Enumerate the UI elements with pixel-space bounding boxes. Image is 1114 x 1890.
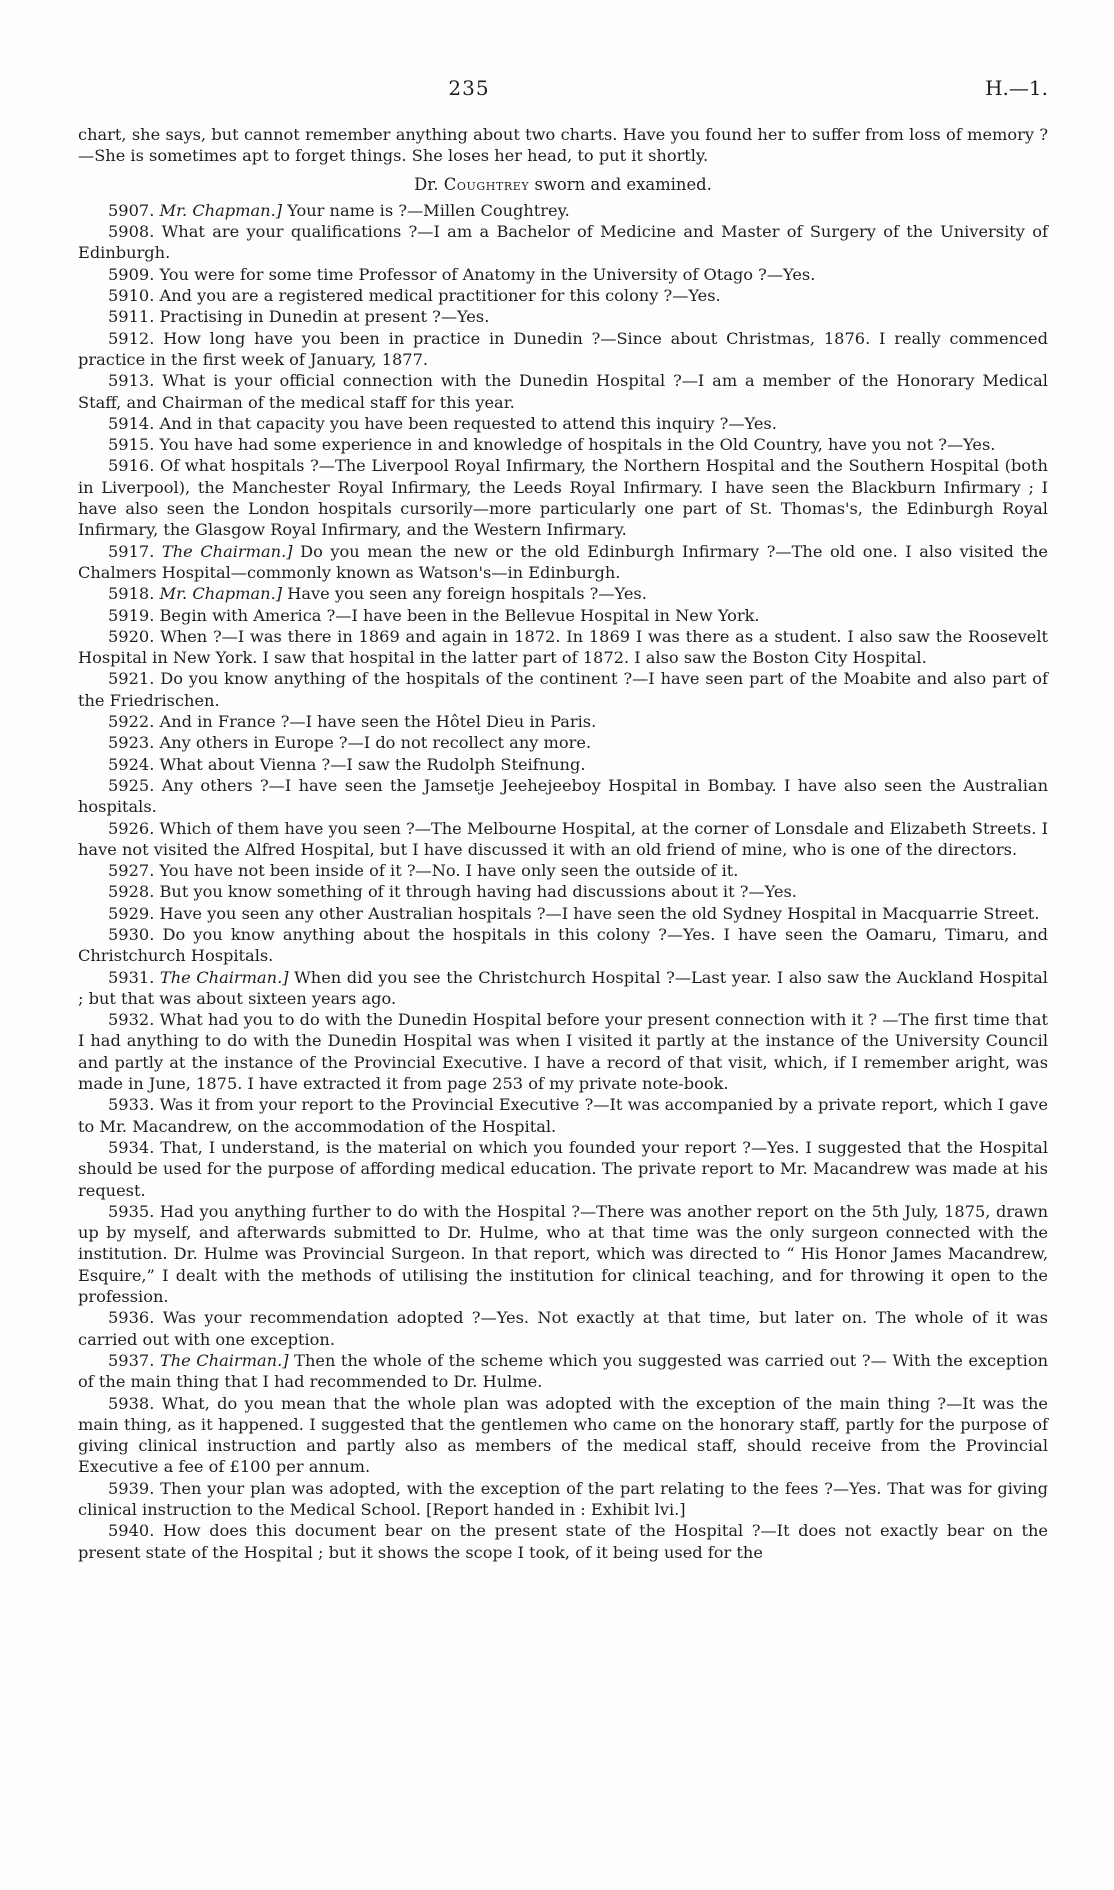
carryover-paragraph: chart, she says, but cannot remember anything about two charts. Have you found her to suffer from loss of memory ?—She is sometimes apt to forget things. She loses her head, to put it shortly. [78, 125, 1048, 166]
witness-heading-prefix: Dr. [414, 174, 444, 194]
qa-speaker: Mr. Chapman.] [159, 200, 283, 220]
qa-paragraph [78, 455, 1048, 540]
qa-paragraph [78, 541, 1048, 584]
page-number: 235 [448, 76, 490, 100]
qa-number: 5931. [108, 967, 155, 987]
qa-number: 5912. [108, 328, 155, 348]
document-reference: H.—1. [985, 76, 1048, 100]
qa-number: 5926. [108, 818, 155, 838]
qa-text: And you are a registered medical practitioner for this colony ?—Yes. [159, 286, 721, 306]
qa-number: 5923. [108, 733, 155, 753]
qa-text: Your name is ?—Millen Coughtrey. [287, 200, 570, 220]
qa-paragraph [78, 200, 1048, 221]
qa-number: 5914. [108, 413, 155, 433]
qa-text: How long have you been in practice in Dunedin ?—Since about Christmas, 1876. I really commenced practice in the first week of January, 1877. [78, 328, 1048, 369]
qa-paragraph [78, 732, 1048, 753]
qa-number: 5915. [108, 435, 155, 455]
qa-paragraph [78, 264, 1048, 285]
qa-number: 5909. [108, 264, 155, 284]
qa-text: What had you to do with the Dunedin Hospital before your present connection with it ? —The first time that I had anything to do with the Dunedin Hospital was when I visited it partly at the instance of the University Council and partly at the instance of the Provincial Executive. I have a record of that visit, which, if I remember aright, was made in June, 1875. I have extracted it from page 253 of my private note-book. [78, 1010, 1048, 1094]
qa-paragraph [78, 1094, 1048, 1137]
qa-text: Do you know anything about the hospitals in this colony ?—Yes. I have seen the Oamaru, Timaru, and Christchurch Hospitals. [78, 924, 1048, 966]
qa-speaker: Mr. Chapman.] [159, 584, 283, 604]
qa-number: 5907. [108, 200, 155, 220]
qa-paragraph [78, 1307, 1048, 1350]
testimony-body [78, 200, 1048, 1563]
qa-text: Then the whole of the scheme which you suggested was carried out ?— With the exception of the main thing that I had recommended to Dr. Hulme. [78, 1350, 1048, 1392]
qa-text: Any others in Europe ?—I do not recollect any more. [159, 733, 592, 753]
qa-paragraph [78, 370, 1048, 413]
qa-number: 5927. [108, 861, 155, 881]
witness-heading [78, 174, 1048, 195]
qa-paragraph [78, 711, 1048, 732]
qa-paragraph [78, 860, 1048, 881]
qa-text: What are your qualifications ?—I am a Bachelor of Medicine and Master of Surgery of the University of Edinburgh. [78, 222, 1048, 263]
qa-paragraph [78, 903, 1048, 924]
qa-number: 5916. [108, 456, 155, 476]
qa-text: Which of them have you seen ?—The Melbourne Hospital, at the corner of Lonsdale and Elizabeth Streets. I have not visited the Alfred Hospital, but I have discussed it with an old friend of mine, who is one of the directors. [78, 818, 1048, 859]
qa-text: What about Vienna ?—I saw the Rudolph Steifnung. [159, 754, 586, 774]
qa-paragraph [78, 668, 1048, 711]
qa-text: But you know something of it through having had discussions about it ?—Yes. [159, 882, 797, 902]
qa-text: Have you seen any foreign hospitals ?—Yes. [287, 584, 647, 604]
qa-text: What is your official connection with the Dunedin Hospital ?—I am a member of the Honorary Medical Staff, and Chairman of the medical staff for this year. [78, 371, 1048, 412]
qa-text: Practising in Dunedin at present ?—Yes. [159, 307, 490, 327]
qa-number: 5917. [108, 541, 155, 561]
qa-paragraph [78, 924, 1048, 967]
qa-paragraph [78, 328, 1048, 371]
qa-text: What, do you mean that the whole plan was adopted with the exception of the main thing ?—It was the main thing, as it happened. I suggested that the gentlemen who came on the honorary staff, partly for the purpose of giving clinical instruction and partly also as members of the medical staff, should receive from the Provincial Executive a fee of £100 per annum. [78, 1393, 1048, 1477]
qa-paragraph [78, 1520, 1048, 1563]
qa-number: 5910. [108, 286, 155, 306]
qa-number: 5940. [108, 1521, 155, 1541]
qa-number: 5933. [108, 1095, 155, 1115]
qa-text: Do you mean the new or the old Edinburgh Infirmary ?—The old one. I also visited the Chalmers Hospital—commonly known as Watson's—in Edinburgh. [78, 541, 1048, 582]
qa-paragraph [78, 1393, 1048, 1478]
qa-number: 5908. [108, 222, 155, 242]
qa-text: You were for some time Professor of Anatomy in the University of Otago ?—Yes. [159, 264, 816, 284]
qa-number: 5919. [108, 605, 155, 625]
qa-number: 5925. [108, 775, 155, 795]
qa-paragraph [78, 221, 1048, 264]
page-header [78, 76, 1048, 102]
qa-paragraph [78, 1478, 1048, 1521]
qa-text: Do you know anything of the hospitals of the continent ?—I have seen part of the Moabite and also part of the Friedrischen. [78, 669, 1048, 710]
qa-text: How does this document bear on the present state of the Hospital ?—It does not exactly bear on the present state of the Hospital ; but it shows the scope I took, of it being used for the [78, 1521, 1048, 1562]
qa-text: Then your plan was adopted, with the exception of the part relating to the fees ?—Yes. That was for giving clinical instruction to the Medical School. [Report handed in : Exhibit lvi.] [78, 1478, 1048, 1519]
qa-text: And in that capacity you have been requested to attend this inquiry ?—Yes. [159, 413, 777, 433]
qa-paragraph [78, 881, 1048, 902]
qa-number: 5922. [108, 712, 155, 732]
qa-number: 5920. [108, 626, 155, 646]
qa-number: 5921. [108, 669, 155, 689]
qa-text: Any others ?—I have seen the Jamsetje Jeehejeeboy Hospital in Bombay. I have also seen the Australian hospitals. [78, 775, 1048, 817]
qa-number: 5924. [108, 754, 155, 774]
qa-paragraph [78, 754, 1048, 775]
qa-paragraph [78, 1350, 1048, 1393]
qa-paragraph [78, 434, 1048, 455]
qa-number: 5930. [108, 924, 155, 944]
qa-paragraph [78, 1201, 1048, 1307]
qa-number: 5932. [108, 1010, 155, 1030]
qa-number: 5928. [108, 882, 155, 902]
qa-text: You have not been inside of it ?—No. I have only seen the outside of it. [159, 861, 739, 881]
witness-name: Coughtrey [443, 174, 530, 194]
qa-text: Was it from your report to the Provincial Executive ?—It was accompanied by a private report, which I gave to Mr. Macandrew, on the accommodation of the Hospital. [78, 1095, 1048, 1136]
qa-text: When did you see the Christchurch Hospital ?—Last year. I also saw the Auckland Hospital ; but that was about sixteen years ago. [78, 967, 1048, 1008]
qa-paragraph [78, 1137, 1048, 1201]
qa-paragraph [78, 1009, 1048, 1094]
qa-paragraph [78, 306, 1048, 327]
qa-text: And in France ?—I have seen the Hôtel Dieu in Paris. [159, 712, 597, 732]
qa-number: 5938. [108, 1393, 155, 1413]
qa-paragraph [78, 605, 1048, 626]
qa-number: 5929. [108, 903, 155, 923]
qa-paragraph [78, 285, 1048, 306]
qa-text: Of what hospitals ?—The Liverpool Royal Infirmary, the Northern Hospital and the Southern Hospital (both in Liverpool), the Manchester Royal Infirmary, the Leeds Royal Infirmary. I have seen the Blackburn Infirmary ; I have also seen the London hospitals cursorily—more particularly one part of St. Thomas's, the Edinburgh Royal Infirmary, the Glasgow Royal Infirmary, and the Western Infirmary. [78, 456, 1048, 540]
qa-text: Have you seen any other Australian hospitals ?—I have seen the old Sydney Hospital in Macquarrie Street. [159, 903, 1040, 923]
qa-number: 5937. [108, 1350, 155, 1370]
qa-speaker: The Chairman.] [159, 1350, 289, 1370]
qa-number: 5918. [108, 584, 155, 604]
qa-paragraph [78, 413, 1048, 434]
qa-text: That, I understand, is the material on which you founded your report ?—Yes. I suggested that the Hospital should be used for the purpose of affording medical education. The private report to Mr. Macandrew was made at his request. [78, 1137, 1048, 1200]
qa-text: Was your recommendation adopted ?—Yes. Not exactly at that time, but later on. The whole of it was carried out with one exception. [78, 1308, 1048, 1349]
qa-text: You have had some experience in and knowledge of hospitals in the Old Country, have you not ?—Yes. [159, 435, 996, 455]
qa-number: 5913. [108, 371, 155, 391]
qa-text: When ?—I was there in 1869 and again in 1872. In 1869 I was there as a student. I also saw the Roosevelt Hospital in New York. I saw that hospital in the latter part of 1872. I also saw the Boston City Hospital. [78, 626, 1048, 668]
qa-text: Had you anything further to do with the Hospital ?—There was another report on the 5th July, 1875, drawn up by myself, and afterwards submitted to Dr. Hulme, who at that time was the only surgeon connected with the institution. Dr. Hulme was Provincial Surgeon. In that report, which was directed to “ His Honor James Macandrew, Esquire,” I dealt with the methods of utilising the institution for clinical teaching, and for throwing it open to the profession. [78, 1201, 1048, 1307]
qa-number: 5935. [108, 1201, 155, 1221]
qa-speaker: The Chairman.] [161, 541, 293, 561]
qa-number: 5936. [108, 1308, 155, 1328]
qa-paragraph [78, 626, 1048, 669]
qa-speaker: The Chairman.] [159, 967, 289, 987]
qa-number: 5911. [108, 307, 155, 327]
qa-text: Begin with America ?—I have been in the Bellevue Hospital in New York. [159, 605, 760, 625]
witness-heading-rest: sworn and examined. [529, 174, 712, 194]
qa-paragraph [78, 818, 1048, 861]
qa-paragraph [78, 967, 1048, 1010]
qa-paragraph [78, 583, 1048, 604]
qa-number: 5934. [108, 1137, 155, 1157]
qa-paragraph [78, 775, 1048, 818]
qa-number: 5939. [108, 1478, 155, 1498]
